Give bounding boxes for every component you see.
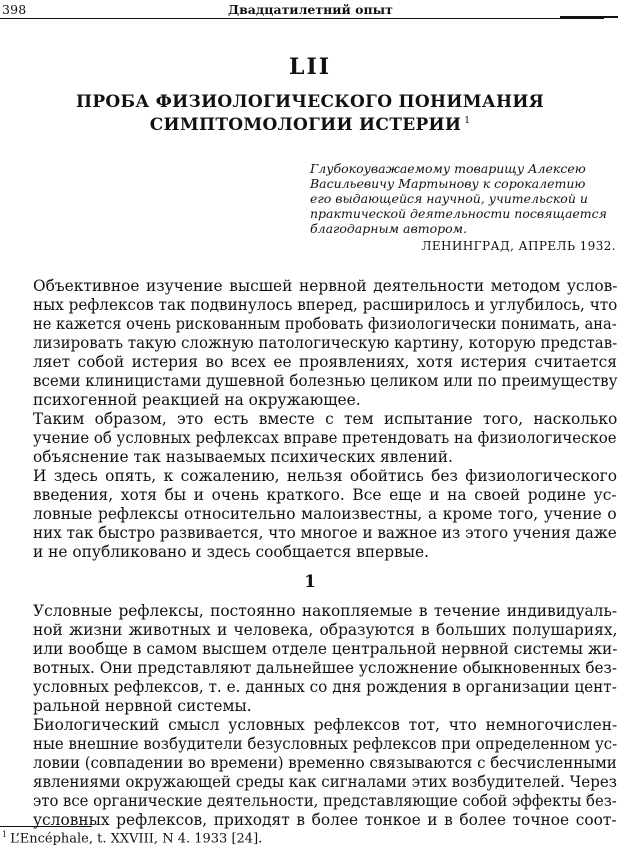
dedication-line: его выдающейся научной, учительской и [310,191,588,206]
header-rule-accent [560,16,618,18]
dedication-place-date: ЛЕНИНГРАД, АПРЕЛЬ 1932. [421,239,616,253]
body-line: ральной нервной системы. [33,697,252,715]
body-line: вотных. Они представляют дальнейшее усложнение обыкновенных без- [33,659,618,677]
body-line: ные внешние возбудители безусловных рефлексов при определенном ус- [33,735,618,753]
body-line: ловии (совпадении во времени) временно связываются с бесчисленными [33,754,617,772]
dedication [310,161,610,236]
body-line: всеми клиницистами душевной болезнью целиком или по преимуществу [33,372,618,390]
chapter-title-line-2 [0,115,620,135]
page-number: 398 [2,2,27,17]
body-line: учение об условных рефлексах вправе претендовать на физиологическое [33,429,617,447]
body-line: ной жизни животных и человека, образуются в больших полушариях, [33,621,618,639]
running-title: Двадцатилетний опыт [228,2,393,17]
body-line: или вообще в самом высшем отделе центральной нервной системы жи- [33,640,618,658]
chapter-footnote-marker: 1 [464,116,471,127]
body-line: них так быстро развивается, что многое и важное из этого учения даже [33,524,617,542]
body-line: объяснение так называемых психических явлений. [33,448,453,466]
body-line: И здесь опять, к сожалению, нельзя обойтись без физиологического [33,467,618,485]
header-rule [0,18,604,19]
body-line: введения, хотя бы и очень краткого. Все еще и на своей родине ус- [33,486,617,504]
chapter-number: LII [288,54,332,80]
body-line: Таким образом, это есть вместе с тем испытание того, насколько [33,410,618,428]
body-line: Биологический смысл условных рефлексов тот, что немногочислен- [33,716,618,734]
body-line: ловные рефлексы относительно малоизвестны, а кроме того, учение о [33,505,617,523]
body-line: лизировать такую сложную патологическую картину, которую представ- [33,334,618,352]
body-line: психогенной реакцией на окружающее. [33,391,361,409]
body-line: условных рефлексов, приходят в более тонкое и в более точное соот- [33,811,617,829]
dedication-line: практической деятельности посвящается [310,206,607,221]
footnote-rule [0,826,92,827]
body-line: Объективное изучение высшей нервной деятельности методом услов- [33,277,618,295]
dedication-line: благодарным автором. [310,221,467,236]
body-line: не кажется очень рискованным пробовать физиологически понимать, ана- [33,315,617,333]
footnote-text: L’Encéphale, t. XXVIII, N 4. 1933 [24]. [10,831,263,847]
body-line: и не опубликовано и здесь сообщается впервые. [33,543,429,561]
chapter-title-line-1: ПРОБА ФИЗИОЛОГИЧЕСКОГО ПОНИМАНИЯ [75,92,544,112]
footnote-marker: 1 [2,830,8,839]
body-line: Условные рефлексы, постоянно накопляемые в течение индивидуаль- [33,602,618,620]
body-line: явлениями окружающей среды как сигналами этих возбудителей. Через [33,773,617,791]
body-line: условных рефлексов, т. е. данных со дня рождения в организации цент- [33,678,617,696]
dedication-line: Васильевичу Мартынову к сорокалетию [310,176,586,191]
running-header [0,0,620,20]
body-line: это все органические деятельности, представляющие собой эффекты без- [33,792,617,810]
section-number: 1 [304,572,316,592]
dedication-line: Глубокоуважаемому товарищу Алексею [310,161,586,176]
body-line: ных рефлексов так подвинулось вперед, расширилось и углубилось, что [33,296,618,314]
chapter-title-text: СИМПТОМОЛОГИИ ИСТЕРИИ [149,115,462,135]
footnote [2,830,262,846]
body-line: ляет собой истерия во всех ее проявлениях, хотя истерия считается [33,353,617,371]
